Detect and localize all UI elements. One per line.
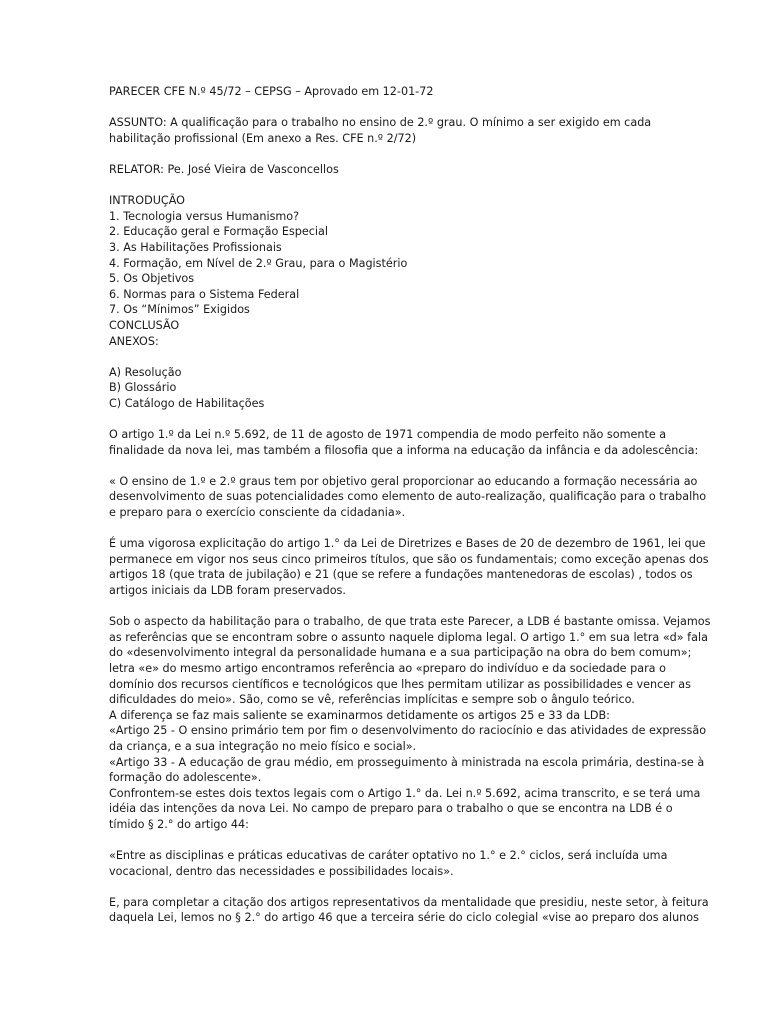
assunto-paragraph — [109, 115, 661, 146]
text-line: Confrontem-se estes dois textos legais com o Artigo 1.° da. Lei n.º 5.692, acima transcrito, e se terá uma — [109, 786, 701, 800]
paragraph-2-quote — [109, 474, 707, 521]
text-line: «Entre as disciplinas e práticas educativas de caráter optativo no 1.° e 2.° ciclos, será incluída uma — [109, 849, 668, 863]
anexos-list — [109, 365, 661, 412]
paragraph-1 — [109, 427, 699, 458]
spacer — [109, 833, 661, 849]
toc-heading: INTRODUÇÃO — [109, 194, 185, 208]
spacer — [109, 411, 661, 427]
toc-item: 6. Normas para o Sistema Federal — [109, 287, 300, 301]
relator-line: RELATOR: Pe. José Vieira de Vasconcellos — [109, 162, 339, 176]
spacer — [109, 100, 661, 116]
text-line: da criança, e a sua integração no meio físico e social». — [109, 739, 417, 753]
text-line: tímido § 2.° do artigo 44: — [109, 817, 249, 831]
paragraph-6 — [109, 895, 709, 926]
toc-list — [109, 209, 661, 318]
toc-anexos-heading: ANEXOS: — [109, 334, 159, 348]
text-line: desenvolvimento de suas potencialidades como elemento de auto-realização, qualificação para o trabalho — [109, 490, 707, 504]
text-line: vocacional, dentro das necessidades e possibilidades locais». — [109, 864, 454, 878]
text-line: finalidade da nova lei, mas também a filosofia que a informa na educação da infância e da adolescência: — [109, 443, 699, 457]
anexo-item: C) Catálogo de Habilitações — [109, 396, 265, 410]
toc-item: 3. As Habilitações Profissionais — [109, 240, 282, 254]
text-line: artigos iniciais da LDB foram preservados. — [109, 584, 346, 597]
paragraph-4 — [109, 614, 711, 832]
toc-item: 4. Formação, em Nível de 2.º Grau, para o Magistério — [109, 256, 408, 270]
table-of-contents — [109, 193, 661, 349]
text-line: do «desenvolvimento integral da personalidade humana e a sua participação na obra do bem comum»; — [109, 646, 692, 660]
toc-conclusao: CONCLUSÃO — [109, 318, 180, 332]
toc-item: 2. Educação geral e Formação Especial — [109, 225, 328, 239]
spacer — [109, 349, 661, 365]
spacer — [109, 599, 661, 615]
anexo-item: B) Glossário — [109, 381, 177, 395]
text-line: daquela Lei, lemos no § 2.° do artigo 46 que a terceira série do ciclo colegial «vise ao preparo dos alunos — [109, 911, 699, 925]
anexo-item: A) Resolução — [109, 365, 182, 379]
text-line: « O ensino de 1.º e 2.º graus tem por objetivo geral proporcionar ao educando a formação necessária ao — [109, 474, 698, 488]
spacer — [109, 146, 661, 162]
parecer-title: PARECER CFE N.º 45/72 – CEPSG – Aprovado em 12-01-72 — [109, 85, 434, 98]
text-line: Sob o aspecto da habilitação para o trabalho, de que trata este Parecer, a LDB é bastante omissa. Vejamos — [109, 615, 711, 629]
spacer — [109, 458, 661, 474]
text-line: formação do adolescente». — [109, 771, 262, 785]
spacer — [109, 879, 661, 895]
text-line: O artigo 1.º da Lei n.º 5.692, de 11 de agosto de 1971 compendia de modo perfeito não somente a — [109, 428, 667, 442]
assunto-line: ASSUNTO: A qualificação para o trabalho no ensino de 2.º grau. O mínimo a ser exigido em cada — [109, 116, 652, 130]
paragraph-3 — [109, 536, 709, 598]
text-line: É uma vigorosa explicitação do artigo 1.° da Lei de Diretrizes e Bases de 20 de dezembro de 1961, lei que — [109, 537, 706, 551]
assunto-line: habilitação profissional (Em anexo a Res. CFE n.º 2/72) — [109, 131, 417, 145]
text-line: permanece em vigor nos seus cinco primeiros títulos, que são os fundamentais; como exceção apenas dos — [109, 552, 709, 566]
text-line: idéia das intenções da nova Lei. No campo de preparo para o trabalho o que se encontra na LDB é o — [109, 802, 673, 816]
text-line: e preparo para o exercício consciente da cidadania». — [109, 506, 406, 520]
text-line: domínio dos recursos científicos e tecnológicos que lhes permitam utilizar as possibilidades e vencer as — [109, 677, 691, 691]
spacer — [109, 521, 661, 537]
text-line: «Artigo 25 - O ensino primário tem por fim o desenvolvimento do raciocínio e das atividades de expressão — [109, 724, 707, 738]
document-page — [109, 84, 711, 926]
toc-item: 5. Os Objetivos — [109, 272, 195, 286]
text-line: as referências que se encontram sobre o assunto naquele diploma legal. O artigo 1.° em sua letra «d» fala — [109, 630, 708, 644]
text-line: letra «e» do mesmo artigo encontramos referência ao «preparo do indivíduo e da sociedade para o — [109, 661, 666, 675]
toc-item: 1. Tecnologia versus Humanismo? — [109, 209, 300, 223]
toc-item: 7. Os “Mínimos” Exigidos — [109, 303, 250, 317]
spacer — [109, 178, 661, 194]
text-line: dificuldades do meio». São, como se vê, referências implícitas e sempre sob o ângulo teórico. — [109, 693, 635, 707]
text-line: artigos 18 (que trata de jubilação) e 21 (que se refere a fundações mantenedoras de escolas) , todos os — [109, 568, 693, 582]
paragraph-5-quote — [109, 848, 668, 879]
text-line: A diferença se faz mais saliente se examinarmos detidamente os artigos 25 e 33 da LDB: — [109, 708, 610, 722]
text-line: «Artigo 33 - A educação de grau médio, em prosseguimento à ministrada na escola primária, destina-se à — [109, 755, 705, 769]
text-line: E, para completar a citação dos artigos representativos da mentalidade que presidiu, neste setor, à feitura — [109, 895, 709, 909]
